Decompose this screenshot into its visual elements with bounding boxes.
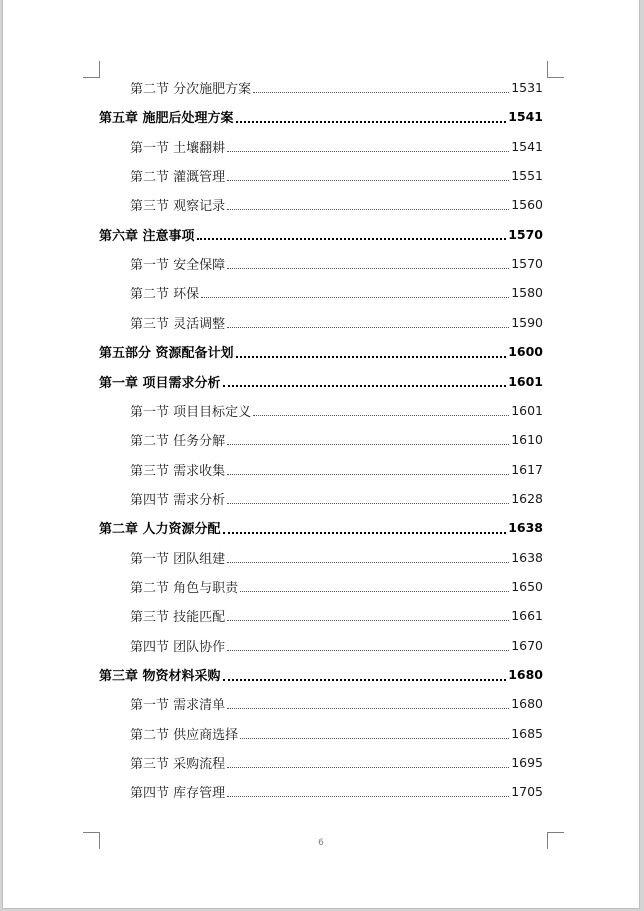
toc-entry-label: 第五部分 资源配备计划 — [99, 346, 234, 362]
toc-leader — [227, 796, 509, 797]
toc-entry[interactable] — [99, 220, 543, 249]
toc-entry[interactable] — [130, 455, 543, 484]
toc-entry-page: 1650 — [511, 578, 543, 594]
toc-entry[interactable] — [130, 249, 543, 278]
toc-entry[interactable] — [130, 543, 543, 572]
toc-entry-page: 1610 — [511, 432, 543, 448]
toc-entry-page: 1541 — [508, 109, 543, 125]
toc-entry-label: 第三节 技能匹配 — [130, 610, 226, 626]
toc-entry-label: 第一节 需求清单 — [130, 698, 226, 714]
toc-leader — [227, 327, 509, 328]
toc-leader — [227, 474, 509, 475]
toc-entry[interactable] — [130, 190, 543, 219]
toc-entry-label: 第一节 项目目标定义 — [130, 404, 252, 420]
toc-entry-label: 第四节 需求分析 — [130, 492, 226, 508]
toc-entry-page: 1570 — [508, 226, 543, 242]
toc-entry[interactable] — [130, 161, 543, 190]
toc-leader — [227, 180, 509, 181]
toc-entry-page: 1570 — [511, 256, 543, 272]
toc-entry-label: 第二章 人力资源分配 — [99, 522, 221, 538]
toc-entry-page: 1541 — [511, 138, 543, 154]
toc-entry-page: 1628 — [511, 490, 543, 506]
toc-leader — [197, 238, 507, 240]
toc-entry-page: 1680 — [511, 696, 543, 712]
toc-entry[interactable] — [130, 132, 543, 161]
toc-entry-label: 第二节 任务分解 — [130, 434, 226, 450]
toc-entry-page: 1600 — [508, 344, 543, 360]
toc-entry-page: 1560 — [511, 197, 543, 213]
toc-leader — [227, 562, 509, 563]
toc-leader — [201, 297, 509, 298]
toc-leader — [227, 708, 509, 709]
toc-entry-label: 第三节 灵活调整 — [130, 316, 226, 332]
toc-entry-page: 1551 — [511, 168, 543, 184]
toc-entry[interactable] — [130, 601, 543, 630]
toc-entry-label: 第一节 安全保障 — [130, 258, 226, 274]
toc-entry-label: 第二节 分次施肥方案 — [130, 82, 252, 97]
toc-entry-label: 第五章 施肥后处理方案 — [99, 111, 234, 127]
toc-leader — [223, 385, 507, 387]
toc-entry-label: 第一章 项目需求分析 — [99, 375, 221, 391]
toc-entry-page: 1580 — [511, 285, 543, 301]
crop-mark-top-left — [83, 61, 100, 78]
toc-entry[interactable] — [130, 572, 543, 601]
toc-entry[interactable] — [130, 73, 543, 102]
toc-leader — [236, 356, 507, 358]
toc-entry-label: 第二节 供应商选择 — [130, 727, 239, 743]
toc-entry[interactable] — [130, 719, 543, 748]
toc-leader — [227, 444, 509, 445]
toc-entry-page: 1685 — [511, 725, 543, 741]
toc-leader — [227, 620, 509, 621]
toc-leader — [227, 650, 509, 651]
toc-leader — [240, 591, 509, 592]
toc-entry-label: 第六章 注意事项 — [99, 228, 195, 244]
toc-leader — [223, 679, 507, 681]
toc-entry[interactable] — [99, 337, 543, 366]
toc-entry-page: 1638 — [511, 549, 543, 565]
crop-mark-top-right — [547, 61, 564, 78]
toc-entry[interactable] — [99, 660, 543, 689]
toc-entry-label: 第二节 环保 — [130, 287, 200, 303]
toc-entry-label: 第三节 采购流程 — [130, 757, 226, 773]
page-number: 6 — [318, 838, 324, 848]
toc-entry[interactable] — [130, 631, 543, 660]
document-page — [2, 0, 640, 909]
toc-entry-page: 1617 — [511, 461, 543, 477]
toc-entry[interactable] — [130, 425, 543, 454]
toc-leader — [253, 92, 509, 93]
toc-leader — [227, 767, 509, 768]
toc-entry[interactable] — [130, 748, 543, 777]
toc-entry[interactable] — [130, 777, 543, 806]
toc-entry-label: 第三节 观察记录 — [130, 199, 226, 215]
toc-entry-page: 1601 — [508, 373, 543, 389]
toc-entry-page: 1531 — [511, 80, 543, 95]
toc-leader — [223, 532, 507, 534]
toc-leader — [227, 209, 509, 210]
toc-entry-label: 第三节 需求收集 — [130, 463, 226, 479]
toc-entry-page: 1670 — [511, 637, 543, 653]
toc-leader — [227, 268, 509, 269]
toc-entry-label: 第四节 库存管理 — [130, 786, 226, 802]
toc-entry-page: 1705 — [511, 784, 543, 800]
toc-entry[interactable] — [130, 278, 543, 307]
toc-entry-page: 1695 — [511, 755, 543, 771]
toc-entry-page: 1590 — [511, 314, 543, 330]
toc-leader — [227, 151, 509, 152]
toc-entry[interactable] — [99, 102, 543, 131]
toc-entry-page: 1680 — [508, 667, 543, 682]
toc-entry-label: 第一节 团队组建 — [130, 551, 226, 567]
toc-entry[interactable] — [130, 308, 543, 337]
toc-entry[interactable] — [99, 367, 543, 396]
toc-entry-label: 第二节 灌溉管理 — [130, 170, 226, 186]
toc-leader — [227, 503, 509, 504]
toc-leader — [240, 738, 509, 739]
toc-entry[interactable] — [130, 689, 543, 718]
toc-leader — [253, 415, 509, 416]
toc-entry[interactable] — [130, 484, 543, 513]
toc-entry-page: 1601 — [511, 402, 543, 418]
toc-entry[interactable] — [99, 513, 543, 542]
toc-entry-page: 1638 — [508, 520, 543, 536]
toc-entry-page: 1661 — [511, 608, 543, 624]
toc-entry[interactable] — [130, 396, 543, 425]
toc-entry-label: 第四节 团队协作 — [130, 639, 226, 655]
toc-entry-label: 第三章 物资材料采购 — [99, 669, 221, 684]
toc-entry-label: 第二节 角色与职责 — [130, 580, 239, 596]
toc-entry-label: 第一节 土壤翻耕 — [130, 140, 226, 156]
toc-leader — [236, 121, 507, 123]
